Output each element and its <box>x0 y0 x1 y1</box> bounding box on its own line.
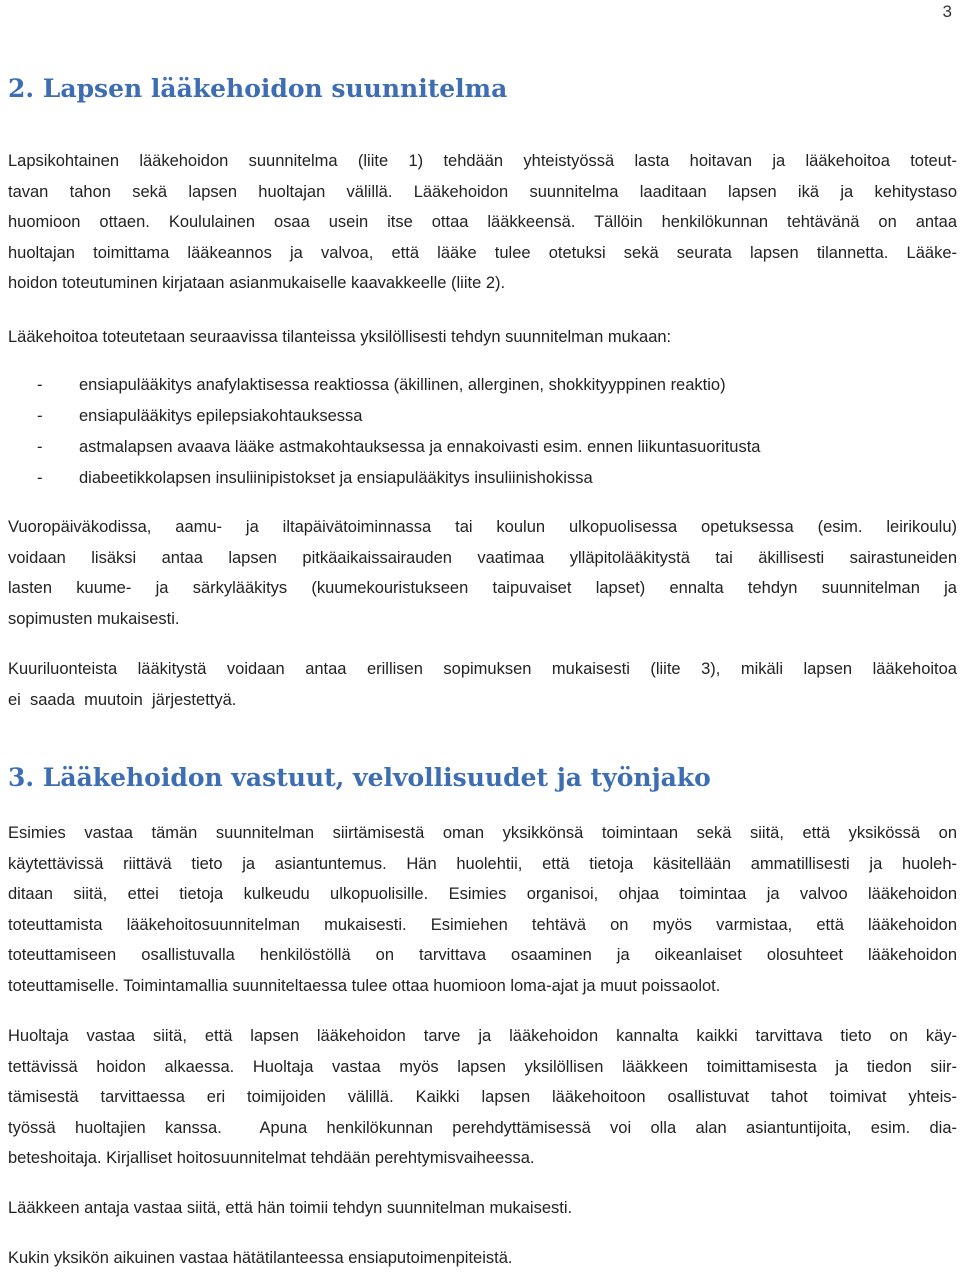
text-line: ditaan siitä, ettei tietoja kulkeudu ulkopuolisille. Esimies organisoi, ohjaa toimintaa ja valvoo lääkehoidon <box>8 885 957 903</box>
section-2-paragraph-2 <box>8 322 957 353</box>
text-line: tavan tahon sekä lapsen huoltajan välillä. Lääkehoidon suunnitelma laaditaan lapsen ikä ja kehitystaso <box>8 182 957 201</box>
text-line: ei saada muutoin järjestettyä. <box>8 690 237 709</box>
text-line: huomioon ottaen. Koululainen osaa usein itse ottaa lääkkeensä. Tällöin henkilökunnan tehtävänä on antaa <box>8 213 957 231</box>
list-item-text: ensiapulääkitys anafylaktisessa reaktiossa (äkillinen, allerginen, shokkityyppinen reaktio) <box>79 376 726 394</box>
list-item-text: ensiapulääkitys epilepsiakohtauksessa <box>79 407 363 425</box>
list-item: - diabeetikkolapsen insuliinipistokset ja ensiapulääkitys insuliinishokissa <box>8 463 957 494</box>
text-line: toteuttamista lääkehoitosuunnitelman mukaisesti. Esimiehen tehtävä on myös varmistaa, että lääkehoidon <box>8 915 957 934</box>
list-item-text: diabeetikkolapsen insuliinipistokset ja ensiapulääkitys insuliinishokissa <box>79 469 593 487</box>
text-line: Esimies vastaa tämän suunnitelman siirtämisestä oman yksikkönsä toimintaan sekä siitä, että yksikössä on <box>8 824 957 842</box>
text-line: Lapsikohtainen lääkehoidon suunnitelma (liite 1) tehdään yhteistyössä lasta hoitavan ja lääkehoitoa toteut- <box>8 152 957 170</box>
situation-list <box>8 370 957 494</box>
text-line: Kuuriluonteista lääkitystä voidaan antaa erillisen sopimuksen mukaisesti (liite 3), mikäli lapsen lääkehoitoa <box>8 660 957 678</box>
text-line: beteshoitaja. Kirjalliset hoitosuunnitelmat tehdään perehtymisvaiheessa. <box>8 1149 535 1167</box>
list-item: - ensiapulääkitys epilepsiakohtauksessa <box>8 401 957 432</box>
text-line: käytettävissä riittävä tieto ja asiantuntemus. Hän huolehtii, että tietoja käsitellään ammatillisesti ja huoleh- <box>8 854 957 873</box>
text-line: Lääkehoitoa toteutetaan seuraavissa tilanteissa yksilöllisesti tehdyn suunnitelman mukaan: <box>8 328 672 346</box>
text-line: Vuoropäiväkodissa, aamu- ja iltapäivätoiminnassa tai koulun ulkopuolisessa opetuksessa (esim. leirikoulu) <box>8 518 957 536</box>
list-item: - astmalapsen avaava lääke astmakohtauksessa ja ennakoivasti esim. ennen liikuntasuoritusta <box>8 432 957 463</box>
section-3-paragraph-2 <box>8 1021 957 1174</box>
text-line: sopimusten mukaisesti. <box>8 609 180 628</box>
text-line: lasten kuume- ja särkylääkitys (kuumekouristukseen taipuvaiset lapset) ennalta tehdyn suunnitelman ja <box>8 579 957 597</box>
text-line: voidaan lisäksi antaa lapsen pitkäaikaissairauden vaatimaa ylläpitolääkitystä tai äkillisesti sairastuneiden <box>8 548 957 567</box>
section-2-paragraph-4 <box>8 654 957 715</box>
text-line: Lääkkeen antaja vastaa siitä, että hän toimii tehdyn suunnitelman mukaisesti. <box>8 1199 573 1217</box>
text-line: huoltajan toimittama lääkeannos ja valvoa, että lääke tulee otetuksi sekä seurata lapsen tilannetta. Lääke- <box>8 243 957 262</box>
text-line: työssä huoltajien kanssa. Apuna henkilökunnan perehdyttämisessä voi olla alan asiantuntijoita, esim. dia- <box>8 1118 957 1137</box>
text-line: toteuttamiselle. Toimintamallia suunniteltaessa tulee ottaa huomioon loma-ajat ja muut poissaolot. <box>8 976 721 995</box>
page-number: 3 <box>942 2 952 21</box>
list-item: - ensiapulääkitys anafylaktisessa reaktiossa (äkillinen, allerginen, shokkityyppinen reaktio) <box>8 370 957 401</box>
text-line: tettävissä hoidon alkaessa. Huoltaja vastaa myös lapsen yksilöllisen lääkkeen toimittamisesta ja tiedon siir- <box>8 1057 957 1076</box>
text-line: Huoltaja vastaa siitä, että lapsen lääkehoidon tarve ja lääkehoidon kannalta kaikki tarvittava tieto on käy- <box>8 1027 957 1045</box>
list-item-text: astmalapsen avaava lääke astmakohtauksessa ja ennakoivasti esim. ennen liikuntasuoritusta <box>79 438 761 456</box>
text-line: Kukin yksikön aikuinen vastaa hätätilanteessa ensiaputoimenpiteistä. <box>8 1249 513 1267</box>
text-line: toteuttamiseen osallistuvalla henkilöstöllä on tarvittava osaaminen ja oikeanlaiset olosuhteet lääkehoidon <box>8 946 957 964</box>
section-3-paragraph-1 <box>8 818 957 1001</box>
section-3-heading: 3. Lääkehoidon vastuut, velvollisuudet ja työnjako <box>8 763 711 792</box>
section-2-paragraph-3 <box>8 512 957 634</box>
text-line: hoidon toteutuminen kirjataan asianmukaiselle kaavakkeelle (liite 2). <box>8 274 506 292</box>
section-3-paragraph-4 <box>8 1243 957 1274</box>
section-3-paragraph-3 <box>8 1193 957 1224</box>
text-line: tämisestä tarvittaessa eri toimijoiden välillä. Kaikki lapsen lääkehoitoon osallistuvat tahot toimivat yhteis- <box>8 1088 957 1106</box>
section-2-heading: 2. Lapsen lääkehoidon suunnitelma <box>8 74 508 103</box>
section-2-paragraph-1 <box>8 146 957 299</box>
